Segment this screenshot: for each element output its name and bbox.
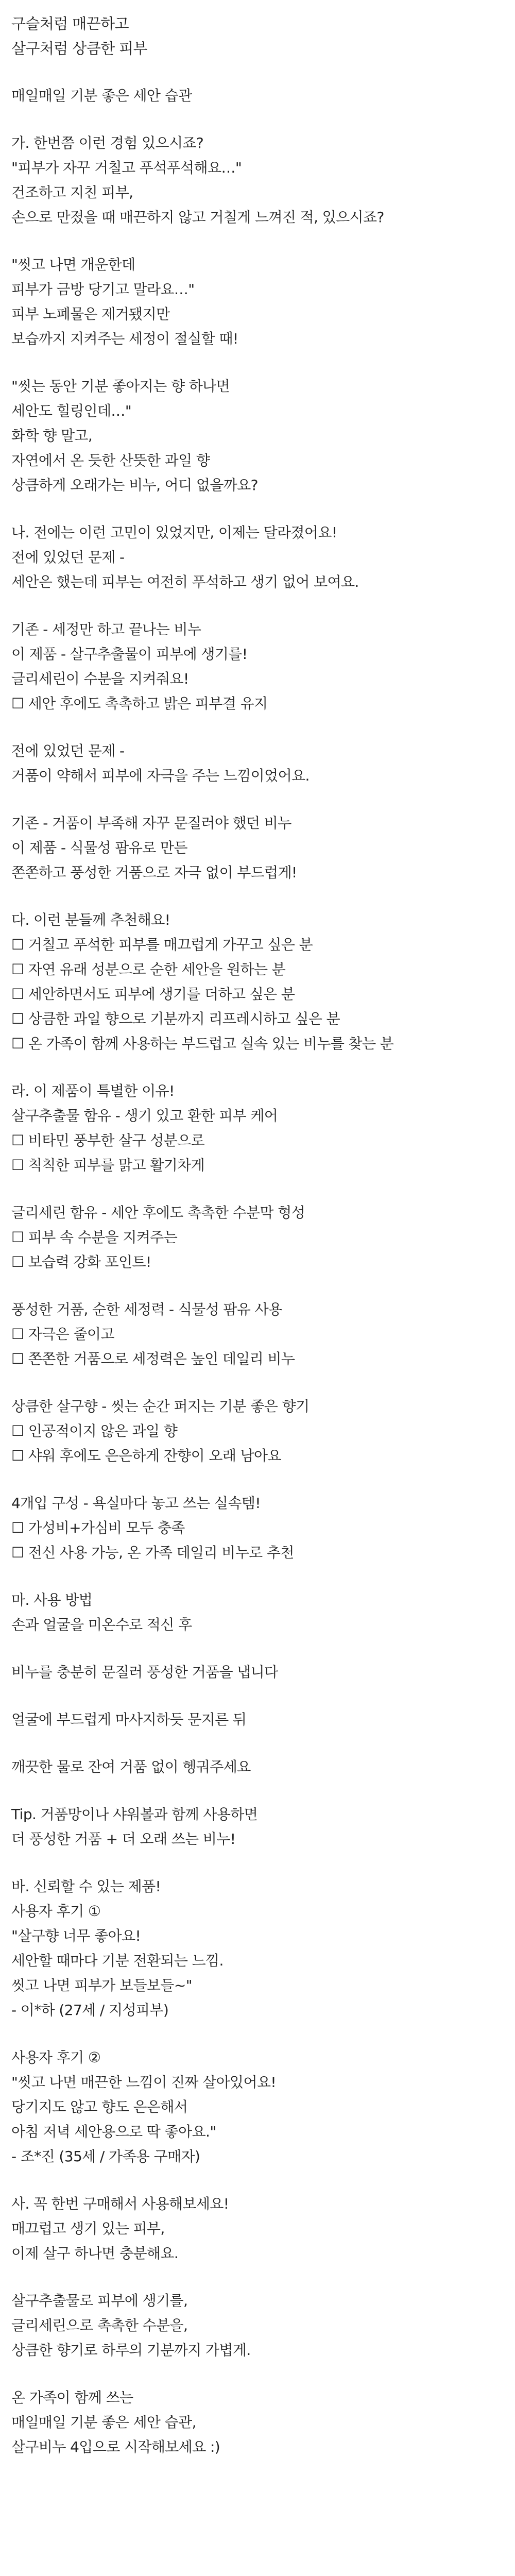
question-line: "피부가 자꾸 거칠고 푸석푸석해요…": [11, 159, 242, 176]
checkbox-line: ☐ 세안 후에도 촉촉하고 밝은 피부결 유지: [11, 695, 268, 712]
review-text: 당기지도 않고 향도 은은해서: [11, 2098, 188, 2115]
tip-line: Tip. 거품망이나 샤워볼과 함께 사용하면: [11, 1806, 258, 1823]
intro-line: 구슬처럼 매끈하고: [11, 15, 129, 32]
howto-step-two-section: [11, 1660, 504, 1685]
howto-heading: 마. 사용 방법: [11, 1591, 93, 1608]
scent-wish-line: "씻는 동안 기분 좋아지는 향 하나면: [11, 378, 230, 395]
question-line: 가. 한번쯤 이런 경험 있으시죠?: [11, 134, 204, 151]
scent-wish-line: 화학 향 말고,: [11, 427, 93, 444]
recommend-item: ☐ 거칠고 푸석한 피부를 매끄럽게 가꾸고 싶은 분: [11, 936, 313, 953]
question-section: [11, 131, 504, 230]
review-label: 사용자 후기 ②: [11, 2049, 101, 2066]
recommend-section: [11, 908, 504, 1056]
special-item: ☐ 비타민 풍부한 살구 성분으로: [11, 1132, 205, 1149]
howto-step: 얼굴에 부드럽게 마사지하듯 문지른 뒤: [11, 1711, 247, 1728]
cta-section: [11, 2192, 504, 2266]
question-line: 건조하고 지친 피부,: [11, 184, 133, 201]
question-line: 손으로 만졌을 때 매끈하지 않고 거칠게 느껴진 적, 있으시죠?: [11, 209, 384, 226]
tip-section: [11, 1802, 504, 1852]
foam-compare-line: 이 제품 - 식물성 팜유로 만든: [11, 839, 187, 856]
problem-line: 전에 있었던 문제 -: [11, 742, 125, 759]
scent-wish-line: 세안도 힐링인데…": [11, 402, 132, 419]
closing-line: 온 가족이 함께 쓰는: [11, 2389, 133, 2406]
recommend-item: ☐ 자연 유래 성분으로 순한 세안을 원하는 분: [11, 961, 286, 978]
special-line: 살구추출물 함유 - 생기 있고 환한 피부 케어: [11, 1107, 278, 1124]
reviews-section: [11, 1874, 504, 2023]
closing-line: 살구추출물로 피부에 생기를,: [11, 2292, 188, 2309]
howto-step-three-section: [11, 1707, 504, 1732]
closing-line: 상큼한 향기로 하루의 기분까지 가볍게.: [11, 2342, 251, 2359]
review-label: 사용자 후기 ①: [11, 1903, 101, 1920]
four-pack-line: 4개입 구성 - 욕실마다 놓고 쓰는 실속템!: [11, 1495, 261, 1512]
foam-palm-item: ☐ 쫀쫀한 거품으로 세정력은 높인 데일리 비누: [11, 1350, 295, 1367]
apricot-scent-item: ☐ 인공적이지 않은 과일 향: [11, 1422, 178, 1439]
wash-wish-line: "씻고 나면 개운한데: [11, 256, 135, 273]
howto-step: 손과 얼굴을 미온수로 적신 후: [11, 1616, 192, 1633]
comparison-line: 기존 - 세정만 하고 끝나는 비누: [11, 621, 201, 638]
cta-heading: 사. 꼭 한번 구매해서 사용해보세요!: [11, 2195, 229, 2212]
four-pack-item: ☐ 가성비+가심비 모두 충족: [11, 1519, 185, 1536]
scent-wish-line: 상큼하게 오래가는 비누, 어디 없을까요?: [11, 477, 258, 494]
cta-line: 매끄럽고 생기 있는 피부,: [11, 2220, 165, 2237]
glycerin-item: ☐ 피부 속 수분을 지켜주는: [11, 1229, 178, 1246]
subtitle-section: [11, 83, 504, 108]
recommend-item: ☐ 온 가족이 함께 사용하는 부드럽고 실속 있는 비누를 찾는 분: [11, 1035, 394, 1052]
review-text: 아침 저녁 세안용으로 딱 좋아요.": [11, 2123, 216, 2140]
review-text: "씻고 나면 매끈한 느낌이 진짜 살아있어요!: [11, 2074, 277, 2091]
special-item: ☐ 칙칙한 피부를 맑고 활기차게: [11, 1157, 205, 1174]
comparison-line: 글리세린이 수분을 지켜줘요!: [11, 670, 189, 687]
apricot-scent-line: 상큼한 살구향 - 씻는 순간 퍼지는 기분 좋은 향기: [11, 1398, 310, 1415]
glycerin-section: [11, 1200, 504, 1275]
problem-two-section: [11, 739, 504, 788]
before-after-line: 전에 있었던 문제 -: [11, 549, 125, 566]
closing-line: 매일매일 기분 좋은 세안 습관,: [11, 2414, 196, 2431]
closing-one-section: [11, 2289, 504, 2363]
howto-step-four-section: [11, 1755, 504, 1780]
special-reason-section: [11, 1079, 504, 1178]
howto-step: 깨끗한 물로 잔여 거품 없이 헹궈주세요: [11, 1758, 251, 1775]
reviews-heading: 바. 신뢰할 수 있는 제품!: [11, 1878, 161, 1895]
intro-section: [11, 11, 504, 61]
review-two-section: [11, 2045, 504, 2169]
glycerin-line: 글리세린 함유 - 세안 후에도 촉촉한 수분막 형성: [11, 1204, 305, 1221]
before-after-line: 세안은 했는데 피부는 여전히 푸석하고 생기 없어 보여요.: [11, 573, 359, 590]
comparison-line: 이 제품 - 살구추출물이 피부에 생기를!: [11, 646, 248, 663]
before-after-line: 나. 전에는 이런 고민이 있었지만, 이제는 달라졌어요!: [11, 524, 337, 541]
review-author: - 조*진 (35세 / 가족용 구매자): [11, 2148, 200, 2165]
wash-wish-line: 피부 노폐물은 제거됐지만: [11, 306, 170, 323]
scent-wish-line: 자연에서 온 듯한 산뜻한 과일 향: [11, 452, 210, 469]
foam-palm-item: ☐ 자극은 줄이고: [11, 1326, 114, 1343]
closing-two-section: [11, 2385, 504, 2460]
subtitle-line: 매일매일 기분 좋은 세안 습관: [11, 87, 192, 104]
foam-compare-section: [11, 811, 504, 885]
recommend-item: ☐ 세안하면서도 피부에 생기를 더하고 싶은 분: [11, 986, 295, 1003]
wash-wish-line: 보습까지 지켜주는 세정이 절실할 때!: [11, 330, 238, 347]
howto-section: [11, 1588, 504, 1637]
foam-compare-line: 쫀쫀하고 풍성한 거품으로 자극 없이 부드럽게!: [11, 864, 297, 881]
review-author: - 이*하 (27세 / 지성피부): [11, 2002, 169, 2019]
before-after-intro-section: [11, 520, 504, 595]
intro-line: 살구처럼 상큼한 피부: [11, 40, 147, 57]
apricot-scent-item: ☐ 샤워 후에도 은은하게 잔향이 오래 남아요: [11, 1447, 281, 1464]
four-pack-section: [11, 1491, 504, 1565]
wash-wish-line: 피부가 금방 당기고 말라요…": [11, 281, 195, 298]
existing-vs-product-section: [11, 617, 504, 716]
cta-line: 이제 살구 하나면 충분해요.: [11, 2245, 179, 2262]
scent-wish-section: [11, 374, 504, 498]
closing-line: 글리세린으로 촉촉한 수분을,: [11, 2317, 188, 2334]
wash-wish-section: [11, 252, 504, 351]
glycerin-item: ☐ 보습력 강화 포인트!: [11, 1253, 151, 1270]
four-pack-item: ☐ 전신 사용 가능, 온 가족 데일리 비누로 추천: [11, 1544, 294, 1561]
closing-line: 살구비누 4입으로 시작해보세요 :): [11, 2438, 220, 2455]
review-text: "살구향 너무 좋아요!: [11, 1927, 141, 1944]
review-text: 세안할 때마다 기분 전환되는 느낌.: [11, 1952, 224, 1969]
recommend-heading: 다. 이런 분들께 추천해요!: [11, 911, 170, 928]
tip-line: 더 풍성한 거품 + 더 오래 쓰는 비누!: [11, 1831, 236, 1848]
special-heading: 라. 이 제품이 특별한 이유!: [11, 1082, 175, 1099]
foam-compare-line: 기존 - 거품이 부족해 자꾸 문질러야 했던 비누: [11, 815, 291, 832]
recommend-item: ☐ 상큼한 과일 향으로 기분까지 리프레시하고 싶은 분: [11, 1010, 340, 1027]
foam-palm-section: [11, 1297, 504, 1371]
foam-palm-line: 풍성한 거품, 순한 세정력 - 식물성 팜유 사용: [11, 1301, 282, 1318]
apricot-scent-section: [11, 1394, 504, 1468]
howto-step: 비누를 충분히 문질러 풍성한 거품을 냅니다: [11, 1664, 278, 1681]
problem-line: 거품이 약해서 피부에 자극을 주는 느낌이었어요.: [11, 767, 310, 784]
review-text: 씻고 나면 피부가 보들보들~": [11, 1977, 192, 1994]
